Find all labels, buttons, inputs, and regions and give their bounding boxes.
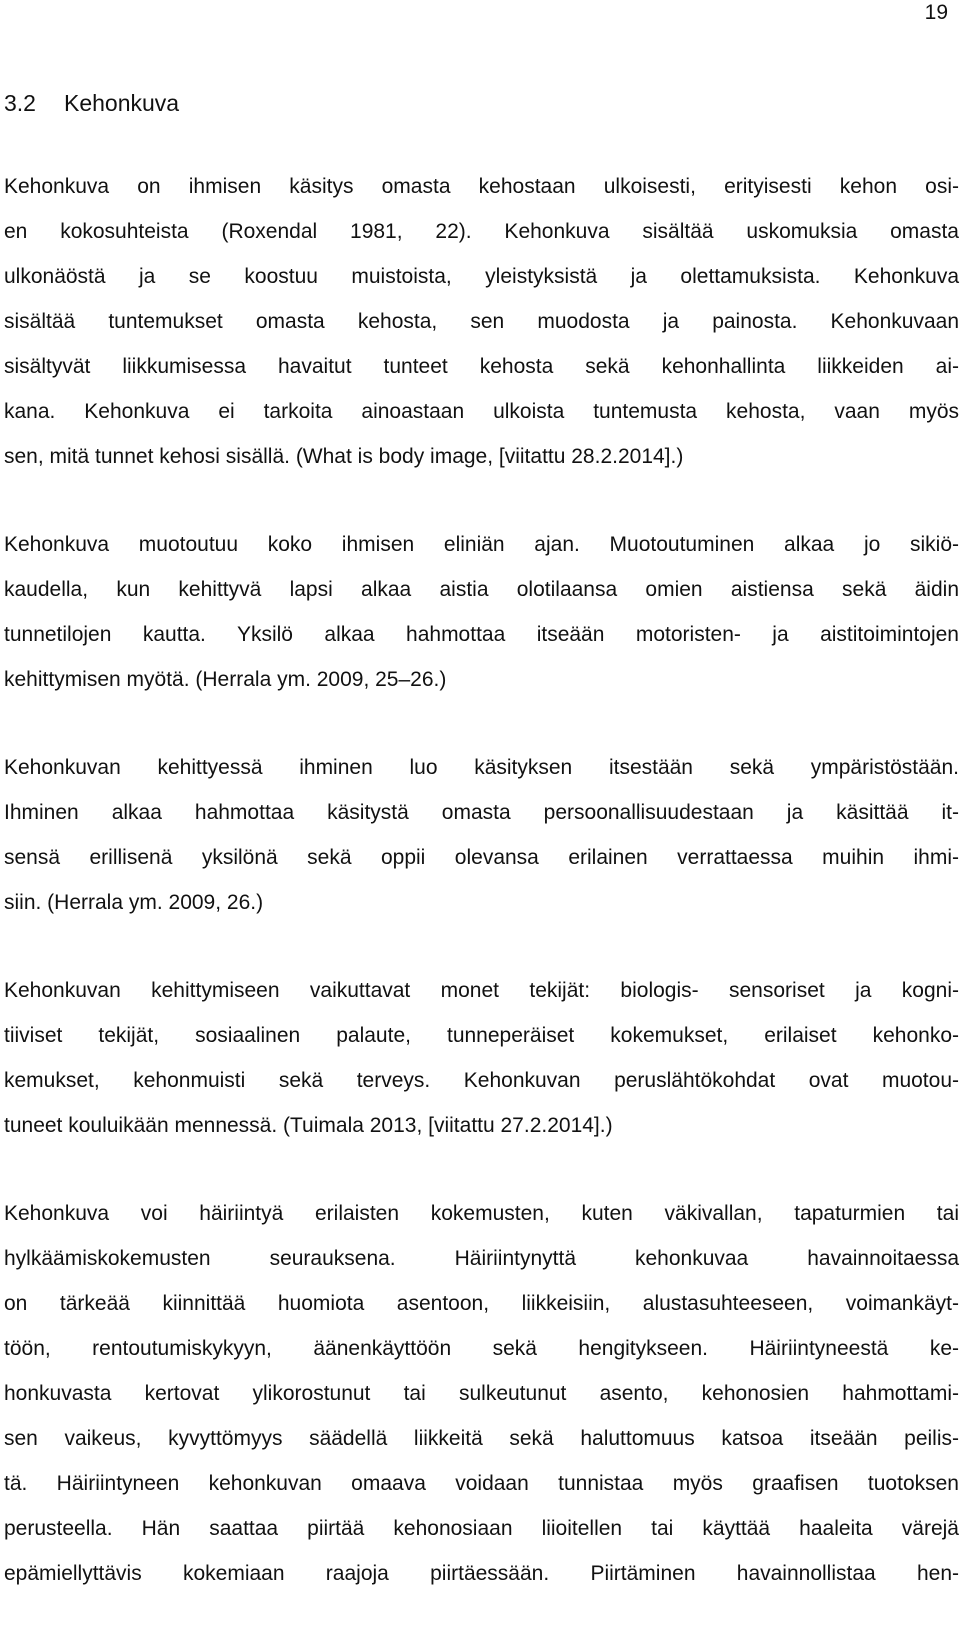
- text-line: siin. (Herrala ym. 2009, 26.): [4, 891, 264, 914]
- paragraph: [4, 522, 959, 702]
- text-line: töön, rentoutumiskykyyn, äänenkäyttöön sekä hengitykseen. Häiriintyneestä ke-: [4, 1337, 959, 1360]
- paragraph: [4, 968, 959, 1148]
- body-text: [4, 164, 959, 1639]
- text-line: Kehonkuvan kehittyessä ihminen luo käsityksen itsestään sekä ympäristöstään.: [4, 756, 959, 779]
- text-line: Kehonkuva on ihmisen käsitys omasta kehostaan ulkoisesti, erityisesti kehon osi-: [4, 175, 959, 198]
- text-line: Kehonkuva voi häiriintyä erilaisten kokemusten, kuten väkivallan, tapaturmien tai: [4, 1202, 959, 1225]
- text-line: tuneet kouluikään mennessä. (Tuimala 2013, [viitattu 27.2.2014].): [4, 1114, 613, 1137]
- text-line: tunnetilojen kautta. Yksilö alkaa hahmottaa itseään motoristen- ja aistitoimintojen: [4, 623, 959, 646]
- text-line: Kehonkuva muotoutuu koko ihmisen eliniän ajan. Muotoutuminen alkaa jo sikiö-: [4, 533, 959, 556]
- text-line: epämiellyttävis kokemiaan raajoja piirtäessään. Piirtäminen havainnollistaa hen-: [4, 1562, 959, 1585]
- text-line: Kehonkuvan kehittymiseen vaikuttavat monet tekijät: biologis- sensoriset ja kogni-: [4, 979, 959, 1002]
- text-line: kaudella, kun kehittyvä lapsi alkaa aistia olotilaansa omien aistiensa sekä äidin: [4, 578, 959, 601]
- text-line: sen, mitä tunnet kehosi sisällä. (What is body image, [viitattu 28.2.2014].): [4, 445, 684, 468]
- paragraph: [4, 164, 959, 479]
- paragraph: [4, 1191, 959, 1596]
- text-line: honkuvasta kertovat ylikorostunut tai sulkeutunut asento, kehonosien hahmottami-: [4, 1382, 959, 1405]
- text-line: kemukset, kehonmuisti sekä terveys. Kehonkuvan peruslähtökohdat ovat muotou-: [4, 1069, 959, 1092]
- text-line: en kokosuhteista (Roxendal 1981, 22). Kehonkuva sisältää uskomuksia omasta: [4, 220, 959, 243]
- text-line: hylkäämiskokemusten seurauksena. Häiriintynyttä kehonkuvaa havainnoitaessa: [4, 1247, 959, 1270]
- text-line: kana. Kehonkuva ei tarkoita ainoastaan ulkoista tuntemusta kehosta, vaan myös: [4, 400, 959, 423]
- paragraph: [4, 745, 959, 925]
- text-line: sisältää tuntemukset omasta kehosta, sen muodosta ja painosta. Kehonkuvaan: [4, 310, 959, 333]
- text-line: Ihminen alkaa hahmottaa käsitystä omasta persoonallisuudestaan ja käsittää it-: [4, 801, 959, 824]
- page-number: 19: [924, 1, 948, 24]
- section-number: 3.2: [4, 90, 36, 116]
- text-line: tä. Häiriintyneen kehonkuvan omaava voidaan tunnistaa myös graafisen tuotoksen: [4, 1472, 959, 1495]
- text-line: sen vaikeus, kyvyttömyys säädellä liikkeitä sekä haluttomuus katsoa itseään peilis-: [4, 1427, 959, 1450]
- text-line: tiiviset tekijät, sosiaalinen palaute, tunneperäiset kokemukset, erilaiset kehonko-: [4, 1024, 959, 1047]
- text-line: sisältyvät liikkumisessa havaitut tunteet kehosta sekä kehonhallinta liikkeiden ai-: [4, 355, 959, 378]
- section-title: Kehonkuva: [64, 90, 180, 116]
- text-line: ulkonäöstä ja se koostuu muistoista, yleistyksistä ja olettamuksista. Kehonkuva: [4, 265, 959, 288]
- text-line: perusteella. Hän saattaa piirtää kehonosiaan liioitellen tai käyttää haaleita värejä: [4, 1517, 959, 1540]
- text-line: kehittymisen myötä. (Herrala ym. 2009, 25–26.): [4, 668, 447, 691]
- text-line: on tärkeää kiinnittää huomiota asentoon, liikkeisiin, alustasuhteeseen, voimankäyt-: [4, 1292, 959, 1315]
- text-line: sensä erillisenä yksilönä sekä oppii olevansa erilainen verrattaessa muihin ihmi-: [4, 846, 959, 869]
- section-heading: [4, 88, 179, 118]
